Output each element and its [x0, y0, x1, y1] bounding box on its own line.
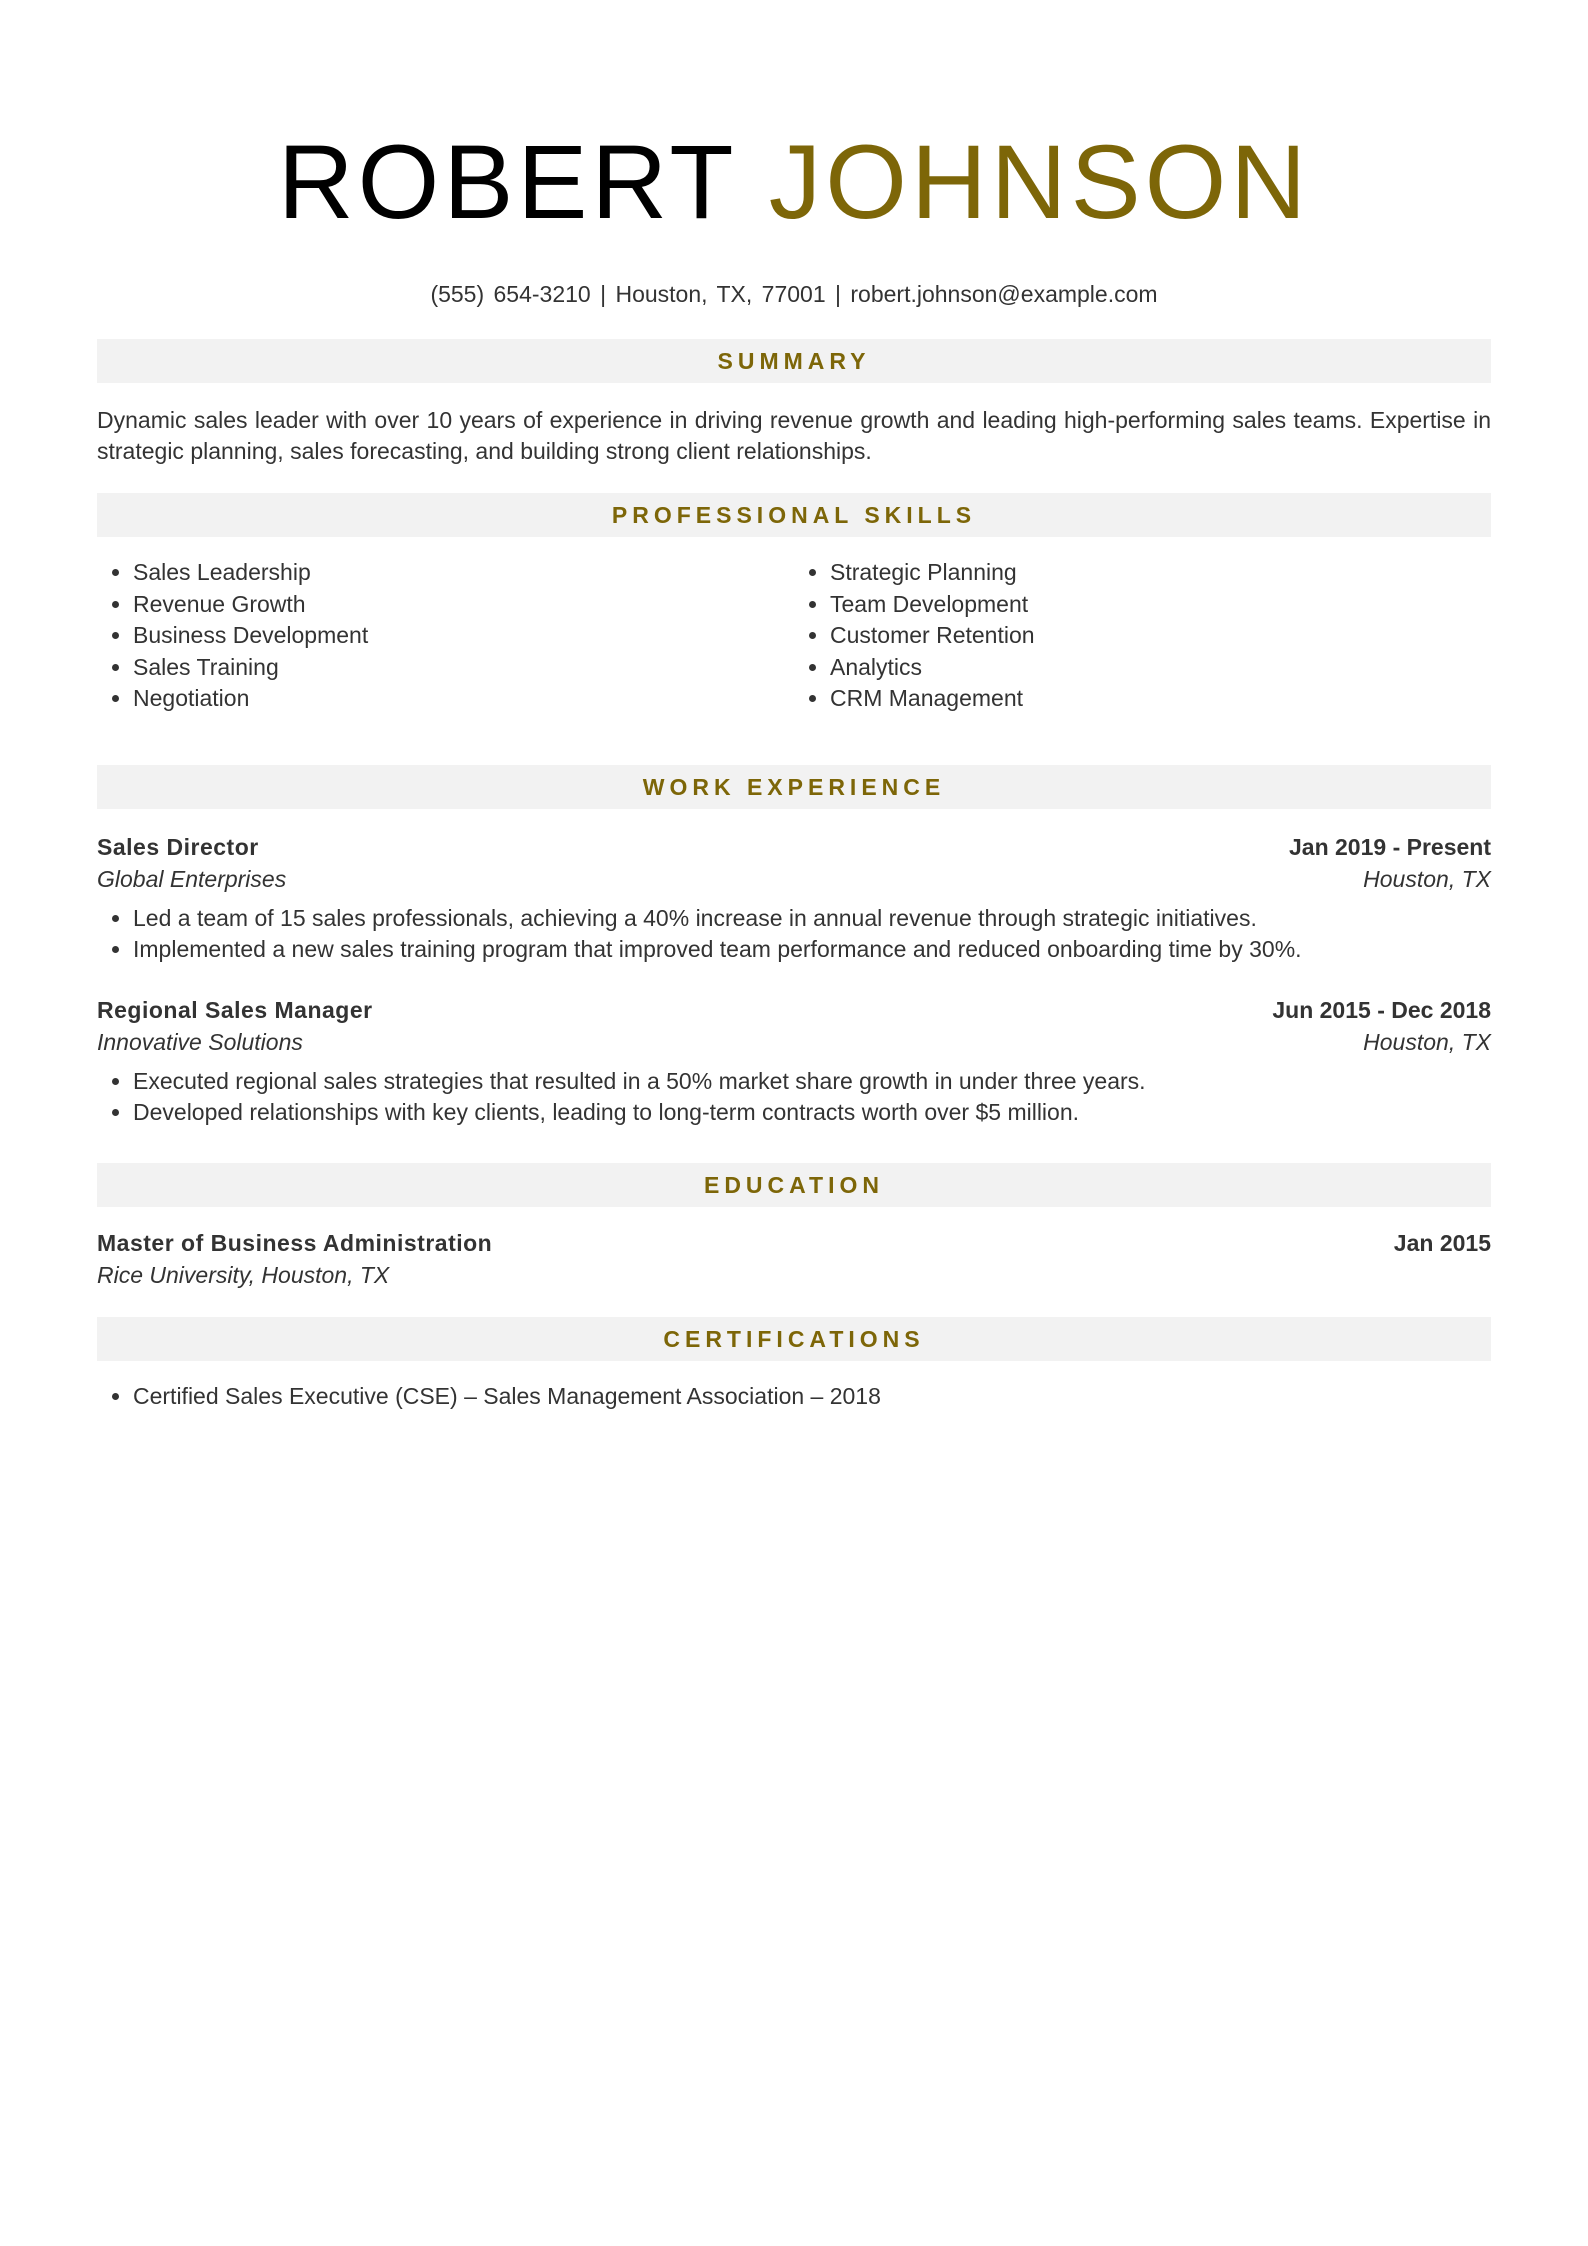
skills-list	[97, 557, 1491, 715]
summary-heading: SUMMARY	[97, 339, 1491, 383]
skill-item: • Strategic Planning	[830, 557, 1491, 589]
skills-column-left	[97, 557, 794, 715]
job-bullets	[97, 903, 1491, 966]
degree: Master of Business Administration	[97, 1229, 493, 1256]
job-company: Innovative Solutions	[97, 1028, 303, 1055]
certifications-list	[97, 1381, 1491, 1413]
job-bullet: • Implemented a new sales training program that improved team performance and reduced onboarding time by 30%.	[133, 934, 1491, 966]
skill-item: • Customer Retention	[830, 620, 1491, 652]
degree-row	[97, 1227, 1491, 1259]
job-company-row	[97, 1026, 1491, 1058]
job-entry	[97, 994, 1491, 1129]
skill-item: • Analytics	[830, 652, 1491, 684]
job-company-row	[97, 863, 1491, 895]
job-bullet: • Executed regional sales strategies that resulted in a 50% market share growth in under three years.	[133, 1066, 1491, 1098]
skill-item: • Revenue Growth	[133, 589, 794, 621]
job-entry	[97, 831, 1491, 966]
job-bullets	[97, 1066, 1491, 1129]
skill-item: • Sales Leadership	[133, 557, 794, 589]
job-location: Houston, TX	[1363, 1028, 1491, 1055]
school: Rice University, Houston, TX	[97, 1261, 390, 1288]
contact-line: (555) 654-3210 | Houston, TX, 77001 | robert.johnson@example.com	[430, 281, 1158, 307]
job-bullet: • Led a team of 15 sales professionals, achieving a 40% increase in annual revenue through strategic initiatives.	[133, 903, 1491, 935]
education-date: Jan 2015	[1393, 1229, 1491, 1256]
skill-item: • Sales Training	[133, 652, 794, 684]
job-title: Regional Sales Manager	[97, 996, 373, 1023]
certifications-heading: CERTIFICATIONS	[97, 1317, 1491, 1361]
job-company: Global Enterprises	[97, 865, 287, 892]
education-heading: EDUCATION	[97, 1163, 1491, 1207]
job-bullet: • Developed relationships with key clients, leading to long-term contracts worth over $5 million.	[133, 1097, 1491, 1129]
skills-heading: PROFESSIONAL SKILLS	[97, 493, 1491, 537]
school-row	[97, 1259, 1491, 1291]
education-entry	[97, 1227, 1491, 1291]
certification-item: • Certified Sales Executive (CSE) – Sales Management Association – 2018	[133, 1381, 1491, 1413]
job-title-row	[97, 831, 1491, 863]
skill-item: • CRM Management	[830, 683, 1491, 715]
skill-item: • Business Development	[133, 620, 794, 652]
skills-column-right	[794, 557, 1491, 715]
job-dates: Jan 2019 - Present	[1288, 833, 1491, 860]
job-title: Sales Director	[97, 833, 259, 860]
skill-item: • Team Development	[830, 589, 1491, 621]
job-location: Houston, TX	[1363, 865, 1491, 892]
work-experience-heading: WORK EXPERIENCE	[97, 765, 1491, 809]
first-name: ROBERT	[277, 124, 736, 241]
candidate-name	[97, 0, 1491, 245]
skill-item: • Negotiation	[133, 683, 794, 715]
job-dates: Jun 2015 - Dec 2018	[1272, 996, 1491, 1023]
last-name: JOHNSON	[768, 124, 1311, 241]
job-title-row	[97, 994, 1491, 1026]
summary-text: Dynamic sales leader with over 10 years of experience in driving revenue growth and leading high-performing sales teams. Expertise in strategic planning, sales forecasting, and building strong client relationships.	[97, 407, 1491, 464]
